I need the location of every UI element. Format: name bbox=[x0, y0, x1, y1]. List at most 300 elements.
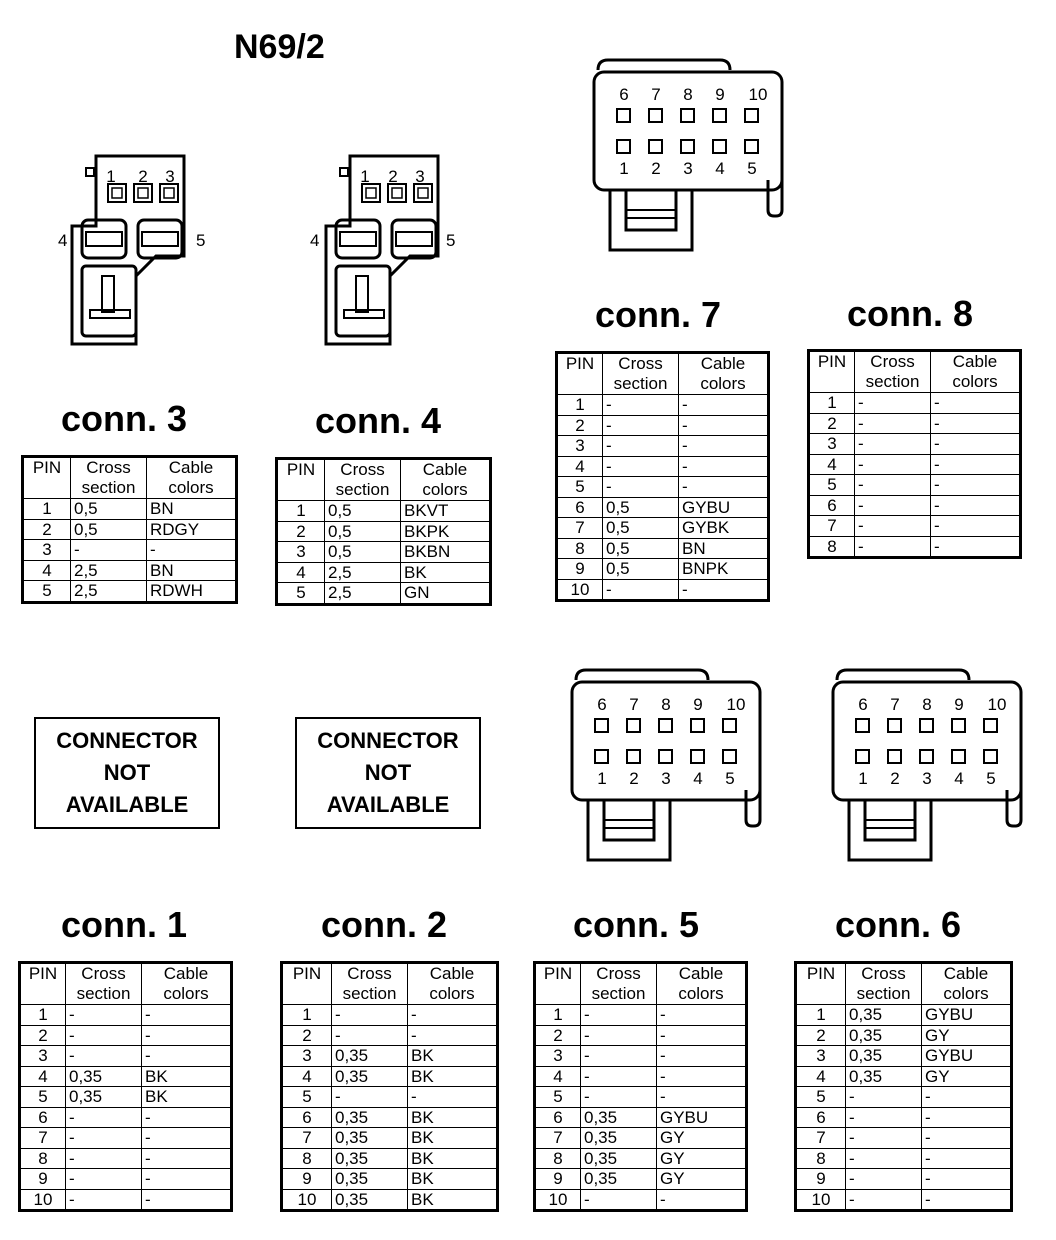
table-row bbox=[796, 1169, 1012, 1190]
cable-color-value: BKPK bbox=[401, 521, 491, 542]
cable-color-value: - bbox=[679, 579, 769, 601]
cross-section-value: - bbox=[846, 1169, 922, 1190]
pin-number: 5 bbox=[20, 1087, 66, 1108]
connector-7-drawing bbox=[594, 60, 782, 250]
pin-number: 5 bbox=[277, 583, 325, 605]
pin-number: 2 bbox=[809, 413, 855, 434]
conn-5-pin-table bbox=[533, 961, 748, 1212]
cross-section-value: - bbox=[855, 434, 931, 455]
cable-color-value: - bbox=[679, 436, 769, 457]
page-title: N69/2 bbox=[234, 28, 325, 66]
cable-color-value: - bbox=[922, 1169, 1012, 1190]
header-cross-section: Cross section bbox=[855, 351, 931, 393]
not-available-line: AVAILABLE bbox=[65, 792, 189, 817]
header-cross-section: Cross section bbox=[581, 963, 657, 1005]
table-row bbox=[796, 1005, 1012, 1026]
table-row bbox=[23, 560, 237, 581]
cable-color-value: - bbox=[142, 1169, 232, 1190]
cross-section-value: - bbox=[581, 1046, 657, 1067]
cable-color-value: - bbox=[142, 1025, 232, 1046]
cross-section-value: - bbox=[66, 1046, 142, 1067]
cable-color-value: - bbox=[142, 1005, 232, 1026]
svg-text:10: 10 bbox=[726, 695, 746, 714]
cross-section-value: 0,5 bbox=[603, 538, 679, 559]
pin-number: 5 bbox=[796, 1087, 846, 1108]
table-row bbox=[20, 1066, 232, 1087]
table-row bbox=[557, 518, 769, 539]
cable-color-value: BK bbox=[142, 1087, 232, 1108]
cross-section-value: - bbox=[603, 579, 679, 601]
svg-text:2: 2 bbox=[651, 159, 661, 178]
svg-text:5: 5 bbox=[986, 769, 996, 788]
cross-section-value: - bbox=[66, 1025, 142, 1046]
conn-2-title: conn. 2 bbox=[320, 904, 448, 945]
table-row bbox=[277, 542, 491, 563]
not-available-line: NOT bbox=[364, 760, 412, 785]
cross-section-value: 0,35 bbox=[332, 1046, 408, 1067]
pin-number: 4 bbox=[277, 562, 325, 583]
pin-table bbox=[794, 961, 1013, 1212]
pin-number: 8 bbox=[557, 538, 603, 559]
header-cable-colors: Cable colors bbox=[679, 353, 769, 395]
cross-section-value: - bbox=[66, 1005, 142, 1026]
cross-section-value: 2,5 bbox=[325, 562, 401, 583]
svg-text:10: 10 bbox=[748, 85, 768, 104]
cable-color-value: GY bbox=[657, 1169, 747, 1190]
cross-section-value: - bbox=[581, 1025, 657, 1046]
svg-text:6: 6 bbox=[597, 695, 607, 714]
table-row bbox=[535, 1128, 747, 1149]
pin-number: 3 bbox=[809, 434, 855, 455]
table-row bbox=[809, 434, 1021, 455]
pin-number: 8 bbox=[809, 536, 855, 558]
cross-section-value: - bbox=[846, 1087, 922, 1108]
svg-text:3: 3 bbox=[683, 159, 693, 178]
header-pin: PIN bbox=[535, 963, 581, 1005]
cross-section-value: 0,5 bbox=[71, 519, 147, 540]
cable-color-value: - bbox=[931, 495, 1021, 516]
pin-number: 4 bbox=[20, 1066, 66, 1087]
cable-color-value: GYBU bbox=[922, 1046, 1012, 1067]
conn-5-title: conn. 5 bbox=[572, 904, 700, 945]
connector-4-drawing bbox=[310, 156, 455, 344]
cross-section-value: 0,35 bbox=[846, 1005, 922, 1026]
svg-text:10: 10 bbox=[987, 695, 1007, 714]
cross-section-value: - bbox=[603, 415, 679, 436]
table-row bbox=[796, 1025, 1012, 1046]
pin-number: 4 bbox=[809, 454, 855, 475]
cable-color-value: - bbox=[657, 1005, 747, 1026]
table-row bbox=[282, 1189, 498, 1211]
cable-color-value: - bbox=[922, 1107, 1012, 1128]
conn-8-title: conn. 8 bbox=[846, 293, 974, 334]
svg-text:1: 1 bbox=[858, 769, 868, 788]
cross-section-value: - bbox=[846, 1148, 922, 1169]
pin-number: 8 bbox=[20, 1148, 66, 1169]
pin-number: 3 bbox=[282, 1046, 332, 1067]
table-row bbox=[277, 562, 491, 583]
cross-section-value: 0,35 bbox=[581, 1107, 657, 1128]
header-cable-colors: Cable colors bbox=[657, 963, 747, 1005]
cross-section-value: - bbox=[855, 413, 931, 434]
pin-number: 6 bbox=[535, 1107, 581, 1128]
pin-number: 7 bbox=[809, 516, 855, 537]
pin-number: 1 bbox=[809, 393, 855, 414]
conn-1-title: conn. 1 bbox=[60, 904, 188, 945]
cross-section-value: - bbox=[332, 1025, 408, 1046]
cable-color-value: GY bbox=[657, 1148, 747, 1169]
cable-color-value: BK bbox=[408, 1046, 498, 1067]
svg-text:7: 7 bbox=[651, 85, 661, 104]
pin-number: 4 bbox=[282, 1066, 332, 1087]
cross-section-value: 0,35 bbox=[581, 1148, 657, 1169]
table-row bbox=[282, 1107, 498, 1128]
pin-number: 1 bbox=[20, 1005, 66, 1026]
cable-color-value: BK bbox=[408, 1148, 498, 1169]
table-row bbox=[796, 1189, 1012, 1211]
table-row bbox=[282, 1005, 498, 1026]
svg-text:4: 4 bbox=[954, 769, 964, 788]
pin-number: 2 bbox=[20, 1025, 66, 1046]
cable-color-value: BK bbox=[408, 1066, 498, 1087]
pin-number: 6 bbox=[282, 1107, 332, 1128]
table-row bbox=[809, 413, 1021, 434]
cross-section-value: 0,35 bbox=[332, 1169, 408, 1190]
pin-label: 5 bbox=[196, 231, 206, 250]
connector-3-drawing bbox=[58, 156, 205, 344]
cross-section-value: 0,35 bbox=[846, 1025, 922, 1046]
table-row bbox=[535, 1189, 747, 1211]
svg-text:2: 2 bbox=[629, 769, 639, 788]
header-pin: PIN bbox=[277, 459, 325, 501]
table-row bbox=[809, 536, 1021, 558]
cross-section-value: - bbox=[855, 454, 931, 475]
conn-4-pin-table bbox=[275, 457, 492, 606]
svg-text:8: 8 bbox=[661, 695, 671, 714]
cable-color-value: - bbox=[931, 393, 1021, 414]
cable-color-value: - bbox=[142, 1046, 232, 1067]
cross-section-value: - bbox=[71, 540, 147, 561]
table-row bbox=[557, 538, 769, 559]
svg-text:9: 9 bbox=[693, 695, 703, 714]
pin-table bbox=[533, 961, 748, 1212]
cross-section-value: 0,35 bbox=[332, 1148, 408, 1169]
cable-color-value: - bbox=[142, 1189, 232, 1211]
pin-number: 5 bbox=[23, 581, 71, 603]
table-row bbox=[535, 1148, 747, 1169]
cable-color-value: BKVT bbox=[401, 501, 491, 522]
cable-color-value: - bbox=[657, 1189, 747, 1211]
header-cable-colors: Cable colors bbox=[408, 963, 498, 1005]
pin-number: 4 bbox=[557, 456, 603, 477]
not-available-line: CONNECTOR bbox=[56, 728, 198, 753]
cross-section-value: - bbox=[603, 436, 679, 457]
svg-text:1: 1 bbox=[597, 769, 607, 788]
cable-color-value: - bbox=[931, 516, 1021, 537]
cable-color-value: - bbox=[657, 1025, 747, 1046]
cross-section-value: - bbox=[581, 1087, 657, 1108]
pin-label: 5 bbox=[446, 231, 456, 250]
cable-color-value: GYBU bbox=[922, 1005, 1012, 1026]
cable-color-value: - bbox=[679, 395, 769, 416]
table-row bbox=[277, 583, 491, 605]
conn-2-pin-table bbox=[280, 961, 499, 1212]
pin-number: 3 bbox=[23, 540, 71, 561]
cable-color-value: - bbox=[142, 1107, 232, 1128]
pin-table bbox=[18, 961, 233, 1212]
pin-number: 1 bbox=[277, 501, 325, 522]
svg-text:6: 6 bbox=[858, 695, 868, 714]
table-row bbox=[557, 579, 769, 601]
pin-label: 2 bbox=[138, 167, 148, 186]
header-cable-colors: Cable colors bbox=[922, 963, 1012, 1005]
pin-number: 8 bbox=[535, 1148, 581, 1169]
cross-section-value: 0,35 bbox=[846, 1046, 922, 1067]
cable-color-value: BNPK bbox=[679, 559, 769, 580]
pin-number: 9 bbox=[20, 1169, 66, 1190]
cable-color-value: GYBK bbox=[679, 518, 769, 539]
cable-color-value: BK bbox=[408, 1169, 498, 1190]
header-cross-section: Cross section bbox=[66, 963, 142, 1005]
table-row bbox=[809, 516, 1021, 537]
svg-text:7: 7 bbox=[890, 695, 900, 714]
table-row bbox=[277, 501, 491, 522]
cable-color-value: GYBU bbox=[679, 497, 769, 518]
pin-number: 7 bbox=[20, 1128, 66, 1149]
table-row bbox=[557, 456, 769, 477]
connector-not-available-box bbox=[295, 717, 481, 829]
table-row bbox=[20, 1148, 232, 1169]
cross-section-value: - bbox=[603, 395, 679, 416]
cross-section-value: - bbox=[603, 456, 679, 477]
cross-section-value: - bbox=[66, 1107, 142, 1128]
pin-number: 10 bbox=[535, 1189, 581, 1211]
conn-8-pin-table bbox=[807, 349, 1022, 559]
cable-color-value: - bbox=[679, 456, 769, 477]
cable-color-value: - bbox=[679, 415, 769, 436]
conn-7-pin-table bbox=[555, 351, 770, 602]
pin-label: 1 bbox=[360, 167, 370, 186]
header-cable-colors: Cable colors bbox=[931, 351, 1021, 393]
pin-number: 2 bbox=[282, 1025, 332, 1046]
pin-number: 10 bbox=[796, 1189, 846, 1211]
cross-section-value: - bbox=[332, 1005, 408, 1026]
connector-6-drawing bbox=[833, 670, 1021, 860]
pin-table bbox=[280, 961, 499, 1212]
table-row bbox=[809, 454, 1021, 475]
cable-color-value: BN bbox=[147, 560, 237, 581]
header-pin: PIN bbox=[796, 963, 846, 1005]
table-row bbox=[796, 1046, 1012, 1067]
header-pin: PIN bbox=[809, 351, 855, 393]
table-row bbox=[796, 1107, 1012, 1128]
cable-color-value: - bbox=[147, 540, 237, 561]
table-row bbox=[20, 1025, 232, 1046]
cross-section-value: - bbox=[581, 1066, 657, 1087]
not-available-line: CONNECTOR bbox=[317, 728, 459, 753]
cable-color-value: GN bbox=[401, 583, 491, 605]
cross-section-value: - bbox=[846, 1107, 922, 1128]
cable-color-value: RDWH bbox=[147, 581, 237, 603]
cable-color-value: BN bbox=[679, 538, 769, 559]
cross-section-value: - bbox=[66, 1128, 142, 1149]
table-row bbox=[809, 495, 1021, 516]
pin-number: 6 bbox=[796, 1107, 846, 1128]
svg-text:2: 2 bbox=[890, 769, 900, 788]
cable-color-value: - bbox=[922, 1128, 1012, 1149]
table-row bbox=[809, 475, 1021, 496]
conn-6-title: conn. 6 bbox=[834, 904, 962, 945]
cable-color-value: GY bbox=[657, 1128, 747, 1149]
table-row bbox=[809, 393, 1021, 414]
header-cross-section: Cross section bbox=[603, 353, 679, 395]
table-row bbox=[557, 395, 769, 416]
cable-color-value: RDGY bbox=[147, 519, 237, 540]
pin-number: 10 bbox=[557, 579, 603, 601]
cross-section-value: - bbox=[855, 393, 931, 414]
pin-number: 7 bbox=[796, 1128, 846, 1149]
table-row bbox=[535, 1025, 747, 1046]
cable-color-value: - bbox=[408, 1087, 498, 1108]
svg-text:4: 4 bbox=[693, 769, 703, 788]
table-row bbox=[282, 1066, 498, 1087]
cross-section-value: 0,35 bbox=[846, 1066, 922, 1087]
pin-number: 9 bbox=[796, 1169, 846, 1190]
table-row bbox=[277, 521, 491, 542]
cross-section-value: 0,35 bbox=[581, 1128, 657, 1149]
conn-3-pin-table bbox=[21, 455, 238, 604]
table-row bbox=[535, 1107, 747, 1128]
pin-number: 6 bbox=[20, 1107, 66, 1128]
table-row bbox=[282, 1169, 498, 1190]
cross-section-value: 0,35 bbox=[581, 1169, 657, 1190]
cable-color-value: BK bbox=[401, 562, 491, 583]
cable-color-value: GY bbox=[922, 1066, 1012, 1087]
cross-section-value: 0,5 bbox=[603, 497, 679, 518]
cable-color-value: - bbox=[922, 1189, 1012, 1211]
table-row bbox=[796, 1128, 1012, 1149]
pin-number: 6 bbox=[557, 497, 603, 518]
pin-number: 9 bbox=[535, 1169, 581, 1190]
pin-number: 2 bbox=[796, 1025, 846, 1046]
cross-section-value: 0,5 bbox=[325, 542, 401, 563]
conn-7-title: conn. 7 bbox=[594, 294, 722, 335]
cross-section-value: - bbox=[855, 516, 931, 537]
table-row bbox=[23, 540, 237, 561]
cross-section-value: - bbox=[66, 1169, 142, 1190]
pin-number: 9 bbox=[557, 559, 603, 580]
cross-section-value: - bbox=[855, 536, 931, 558]
pin-number: 2 bbox=[557, 415, 603, 436]
header-cable-colors: Cable colors bbox=[147, 457, 237, 499]
pin-number: 5 bbox=[535, 1087, 581, 1108]
conn-1-pin-table bbox=[18, 961, 233, 1212]
cable-color-value: - bbox=[142, 1128, 232, 1149]
pin-number: 5 bbox=[809, 475, 855, 496]
cable-color-value: BK bbox=[408, 1128, 498, 1149]
cross-section-value: - bbox=[846, 1189, 922, 1211]
cable-color-value: GYBU bbox=[657, 1107, 747, 1128]
pin-number: 1 bbox=[23, 499, 71, 520]
table-row bbox=[796, 1148, 1012, 1169]
pin-number: 2 bbox=[23, 519, 71, 540]
cross-section-value: - bbox=[603, 477, 679, 498]
table-row bbox=[20, 1107, 232, 1128]
table-row bbox=[535, 1066, 747, 1087]
cross-section-value: 0,35 bbox=[332, 1066, 408, 1087]
cross-section-value: 0,35 bbox=[332, 1189, 408, 1211]
svg-text:8: 8 bbox=[922, 695, 932, 714]
conn-3-title: conn. 3 bbox=[60, 398, 188, 439]
cross-section-value: 0,5 bbox=[603, 518, 679, 539]
pin-number: 3 bbox=[796, 1046, 846, 1067]
table-row bbox=[20, 1005, 232, 1026]
cable-color-value: GY bbox=[922, 1025, 1012, 1046]
table-row bbox=[282, 1087, 498, 1108]
svg-text:1: 1 bbox=[619, 159, 629, 178]
header-cross-section: Cross section bbox=[846, 963, 922, 1005]
cross-section-value: - bbox=[581, 1005, 657, 1026]
not-available-line: NOT bbox=[103, 760, 151, 785]
table-row bbox=[282, 1128, 498, 1149]
cable-color-value: BN bbox=[147, 499, 237, 520]
cross-section-value: 0,5 bbox=[603, 559, 679, 580]
cable-color-value: - bbox=[922, 1148, 1012, 1169]
pin-number: 4 bbox=[796, 1066, 846, 1087]
svg-text:9: 9 bbox=[954, 695, 964, 714]
cable-color-value: BK bbox=[408, 1107, 498, 1128]
cable-color-value: - bbox=[931, 475, 1021, 496]
svg-text:4: 4 bbox=[715, 159, 725, 178]
cross-section-value: - bbox=[332, 1087, 408, 1108]
cross-section-value: 2,5 bbox=[71, 560, 147, 581]
table-row bbox=[23, 519, 237, 540]
table-row bbox=[796, 1066, 1012, 1087]
cable-color-value: - bbox=[408, 1005, 498, 1026]
cross-section-value: 0,35 bbox=[66, 1066, 142, 1087]
pin-number: 10 bbox=[282, 1189, 332, 1211]
pin-label: 4 bbox=[310, 231, 320, 250]
svg-text:5: 5 bbox=[747, 159, 757, 178]
cross-section-value: 0,35 bbox=[66, 1087, 142, 1108]
pin-number: 1 bbox=[535, 1005, 581, 1026]
pin-number: 3 bbox=[277, 542, 325, 563]
pin-number: 6 bbox=[809, 495, 855, 516]
pin-label: 1 bbox=[106, 167, 116, 186]
cross-section-value: - bbox=[66, 1189, 142, 1211]
cross-section-value: 0,5 bbox=[325, 521, 401, 542]
table-row bbox=[20, 1128, 232, 1149]
svg-text:6: 6 bbox=[619, 85, 629, 104]
cable-color-value: - bbox=[657, 1066, 747, 1087]
pin-number: 1 bbox=[282, 1005, 332, 1026]
svg-text:9: 9 bbox=[715, 85, 725, 104]
table-row bbox=[20, 1087, 232, 1108]
pin-number: 8 bbox=[796, 1148, 846, 1169]
header-cross-section: Cross section bbox=[71, 457, 147, 499]
cable-color-value: - bbox=[679, 477, 769, 498]
cross-section-value: - bbox=[66, 1148, 142, 1169]
pin-number: 2 bbox=[277, 521, 325, 542]
table-row bbox=[535, 1087, 747, 1108]
table-row bbox=[557, 497, 769, 518]
table-row bbox=[557, 559, 769, 580]
table-row bbox=[557, 415, 769, 436]
cross-section-value: - bbox=[855, 495, 931, 516]
header-cable-colors: Cable colors bbox=[142, 963, 232, 1005]
svg-text:8: 8 bbox=[683, 85, 693, 104]
pin-number: 4 bbox=[535, 1066, 581, 1087]
